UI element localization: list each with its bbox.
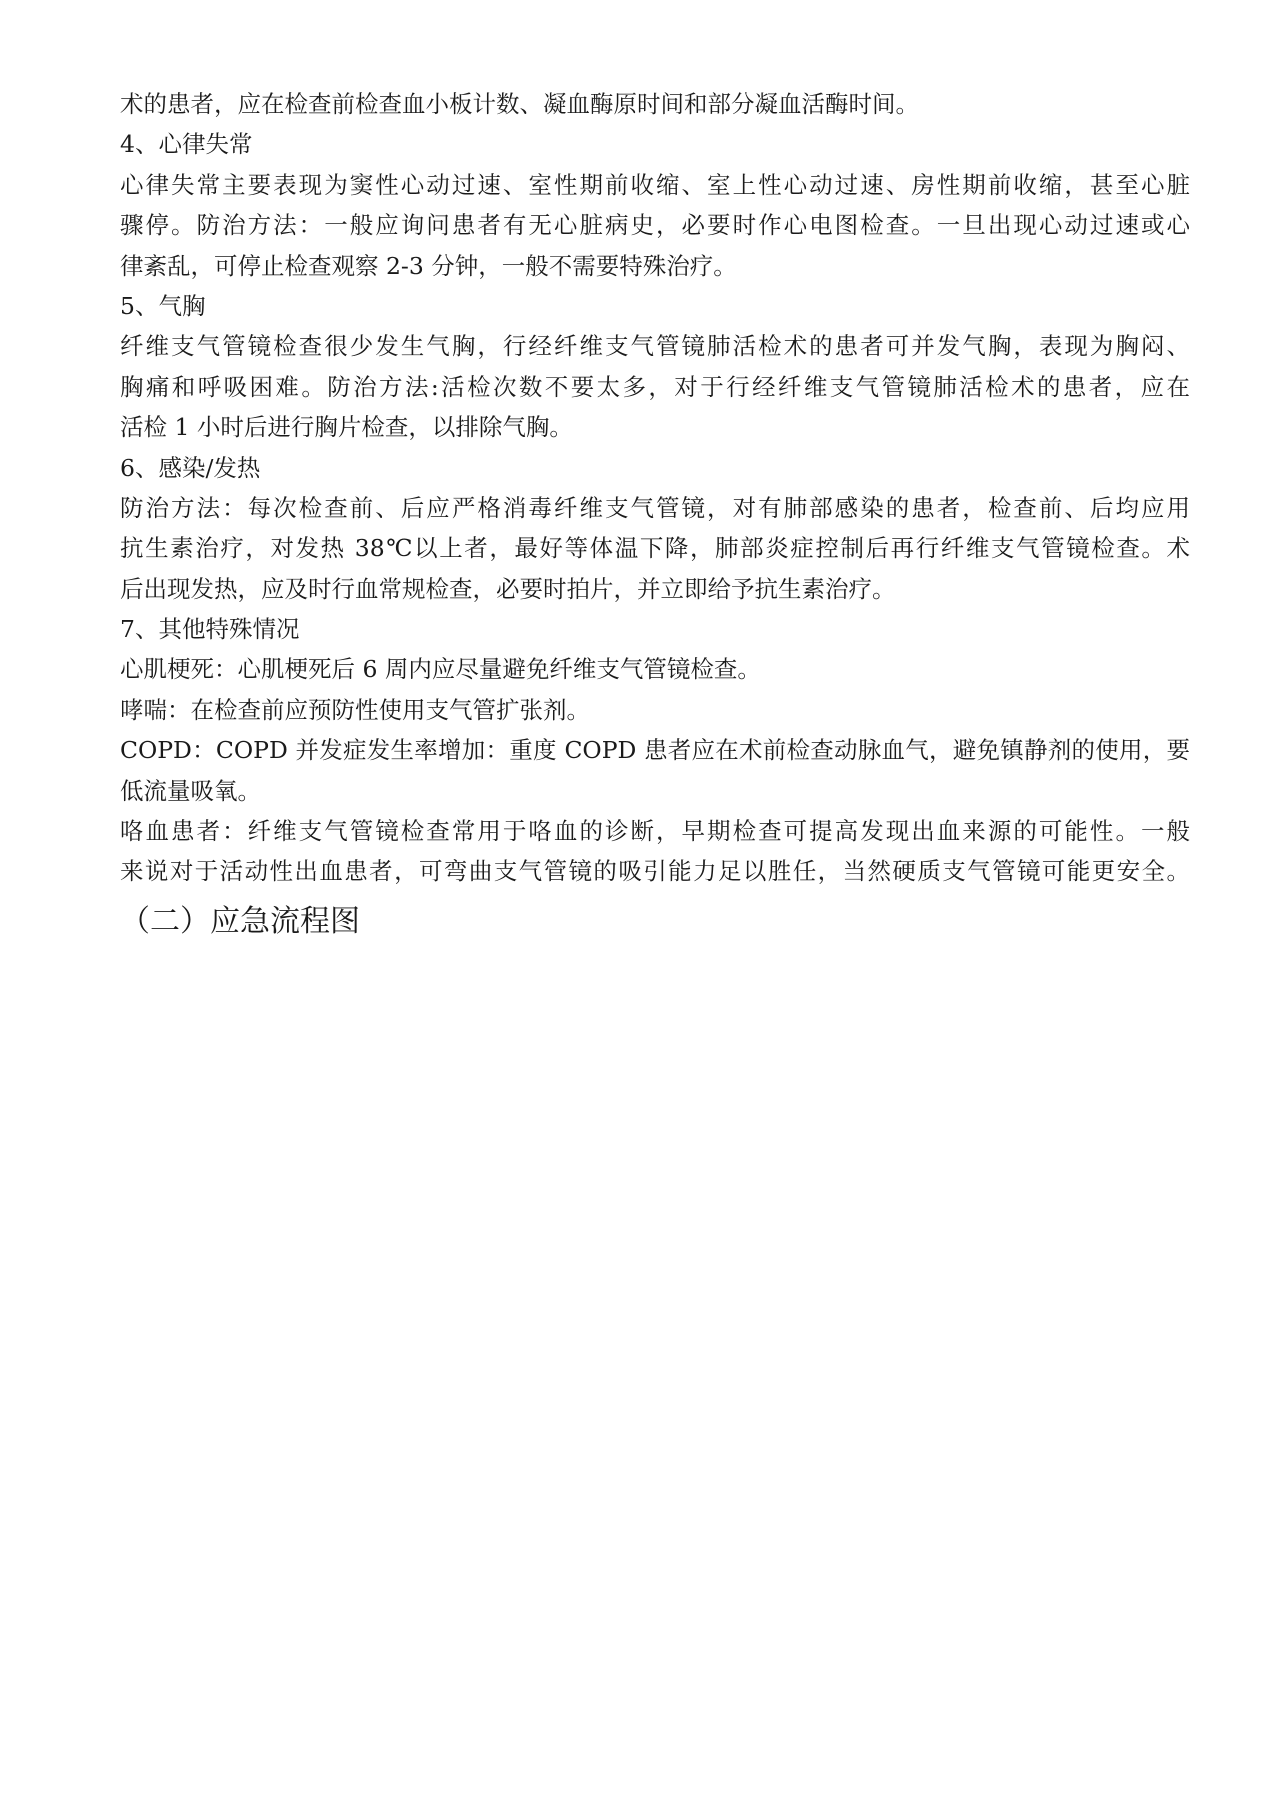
text-line: 抗生素治疗，对发热 38℃以上者，最好等体温下降，肺部炎症控制后再行纤维支气管镜检查。术 <box>120 534 1190 563</box>
text-line: 活检 1 小时后进行胸片检查，以排除气胸。 <box>120 413 573 442</box>
text-line: 后出现发热，应及时行血常规检查，必要时拍片，并立即给予抗生素治疗。 <box>120 574 896 603</box>
text-line: 来说对于活动性出血患者，可弯曲支气管镜的吸引能力足以胜任，当然硬质支气管镜可能更安全。 <box>120 857 1190 886</box>
text-line: 咯血患者：纤维支气管镜检查常用于咯血的诊断，早期检查可提高发现出血来源的可能性。一般 <box>120 817 1190 846</box>
text-line: 纤维支气管镜检查很少发生气胸，行经纤维支气管镜肺活检术的患者可并发气胸，表现为胸闷、 <box>120 332 1190 361</box>
text-line: 心肌梗死：心肌梗死后 6 周内应尽量避免纤维支气管镜检查。 <box>120 655 761 684</box>
section-heading: （二）应急流程图 <box>120 903 360 939</box>
text-line: 心律失常主要表现为窦性心动过速、室性期前收缩、室上性心动过速、房性期前收缩，甚至心脏 <box>120 170 1190 199</box>
text-line: 骤停。防治方法：一般应询问患者有无心脏病史，必要时作心电图检查。一旦出现心动过速或心 <box>120 211 1190 240</box>
text-line: 胸痛和呼吸困难。防治方法:活检次数不要太多，对于行经纤维支气管镜肺活检术的患者，应在 <box>120 372 1190 401</box>
text-line: 5、气胸 <box>120 291 206 320</box>
text-line: 低流量吸氧。 <box>120 776 261 805</box>
text-line: 术的患者，应在检查前检查血小板计数、凝血酶原时间和部分凝血活酶时间。 <box>120 90 919 118</box>
text-line: 律紊乱，可停止检查观察 2-3 分钟，一般不需要特殊治疗。 <box>120 251 737 280</box>
text-line: 7、其他特殊情况 <box>120 615 300 644</box>
text-line: 防治方法：每次检查前、后应严格消毒纤维支气管镜，对有肺部感染的患者，检查前、后均应用 <box>120 493 1190 522</box>
document-page <box>120 84 1190 944</box>
text-line: COPD：COPD 并发症发生率增加：重度 COPD 患者应在术前检查动脉血气，避免镇静剂的使用，要 <box>120 736 1190 765</box>
text-line: 4、心律失常 <box>120 130 253 159</box>
text-line: 6、感染/发热 <box>120 453 261 482</box>
text-line: 哮喘：在检查前应预防性使用支气管扩张剂。 <box>120 695 590 724</box>
document-body <box>120 84 1190 892</box>
